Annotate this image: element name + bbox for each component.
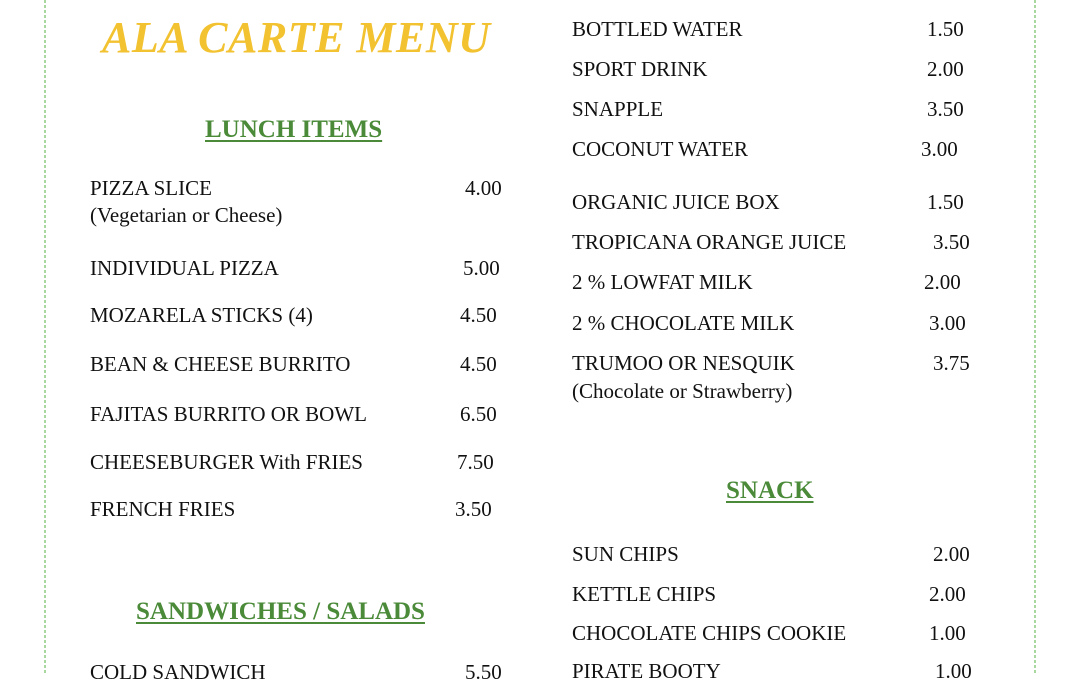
item-price: 3.75 — [933, 351, 970, 375]
menu-title: ALA CARTE MENU — [102, 13, 491, 62]
item-name: SPORT DRINK — [572, 57, 708, 81]
item-name: 2 % CHOCOLATE MILK — [572, 311, 795, 335]
item-name: CHOCOLATE CHIPS COOKIE — [572, 621, 847, 645]
item-price: 5.50 — [465, 660, 502, 684]
item-name: KETTLE CHIPS — [572, 582, 717, 606]
item-name: FRENCH FRIES — [90, 497, 236, 521]
item-price: 3.50 — [933, 230, 970, 254]
item-price: 5.00 — [463, 256, 500, 280]
item-name: BOTTLED WATER — [572, 17, 743, 41]
item-price: 4.50 — [460, 352, 497, 376]
item-name: COCONUT WATER — [572, 137, 748, 161]
heading-lunch-items: LUNCH ITEMS — [205, 116, 383, 143]
item-price: 3.50 — [455, 497, 492, 521]
item-name: TRUMOO OR NESQUIK — [572, 351, 795, 375]
item-price: 4.00 — [465, 176, 502, 200]
item-name: MOZARELA STICKS (4) — [90, 303, 313, 327]
item-note: (Vegetarian or Cheese) — [90, 203, 283, 227]
item-name: SNAPPLE — [572, 97, 664, 121]
item-price: 1.00 — [929, 621, 966, 645]
heading-sandwiches-salads: SANDWICHES / SALADS — [136, 598, 425, 625]
page-border-left — [44, 0, 46, 675]
item-name: TROPICANA ORANGE JUICE — [572, 230, 847, 254]
page-border-right — [1034, 0, 1036, 675]
item-name: BEAN & CHEESE BURRITO — [90, 352, 351, 376]
item-price: 1.00 — [935, 659, 972, 683]
item-price: 1.50 — [927, 190, 964, 214]
item-price: 2.00 — [924, 270, 961, 294]
item-name: 2 % LOWFAT MILK — [572, 270, 753, 294]
item-name: PIZZA SLICE — [90, 176, 212, 200]
item-price: 2.00 — [933, 542, 970, 566]
item-name: ORGANIC JUICE BOX — [572, 190, 780, 214]
item-price: 3.00 — [929, 311, 966, 335]
item-name: CHEESEBURGER With FRIES — [90, 450, 363, 474]
item-price: 1.50 — [927, 17, 964, 41]
item-price: 3.50 — [927, 97, 964, 121]
heading-snack: SNACK — [726, 477, 814, 504]
item-name: COLD SANDWICH — [90, 660, 266, 684]
item-price: 2.00 — [929, 582, 966, 606]
item-name: INDIVIDUAL PIZZA — [90, 256, 279, 280]
item-price: 2.00 — [927, 57, 964, 81]
item-note: (Chocolate or Strawberry) — [572, 379, 793, 403]
item-price: 3.00 — [921, 137, 958, 161]
item-price: 7.50 — [457, 450, 494, 474]
item-name: PIRATE BOOTY — [572, 659, 721, 683]
item-name: SUN CHIPS — [572, 542, 679, 566]
item-price: 6.50 — [460, 402, 497, 426]
item-price: 4.50 — [460, 303, 497, 327]
item-name: FAJITAS BURRITO OR BOWL — [90, 402, 367, 426]
